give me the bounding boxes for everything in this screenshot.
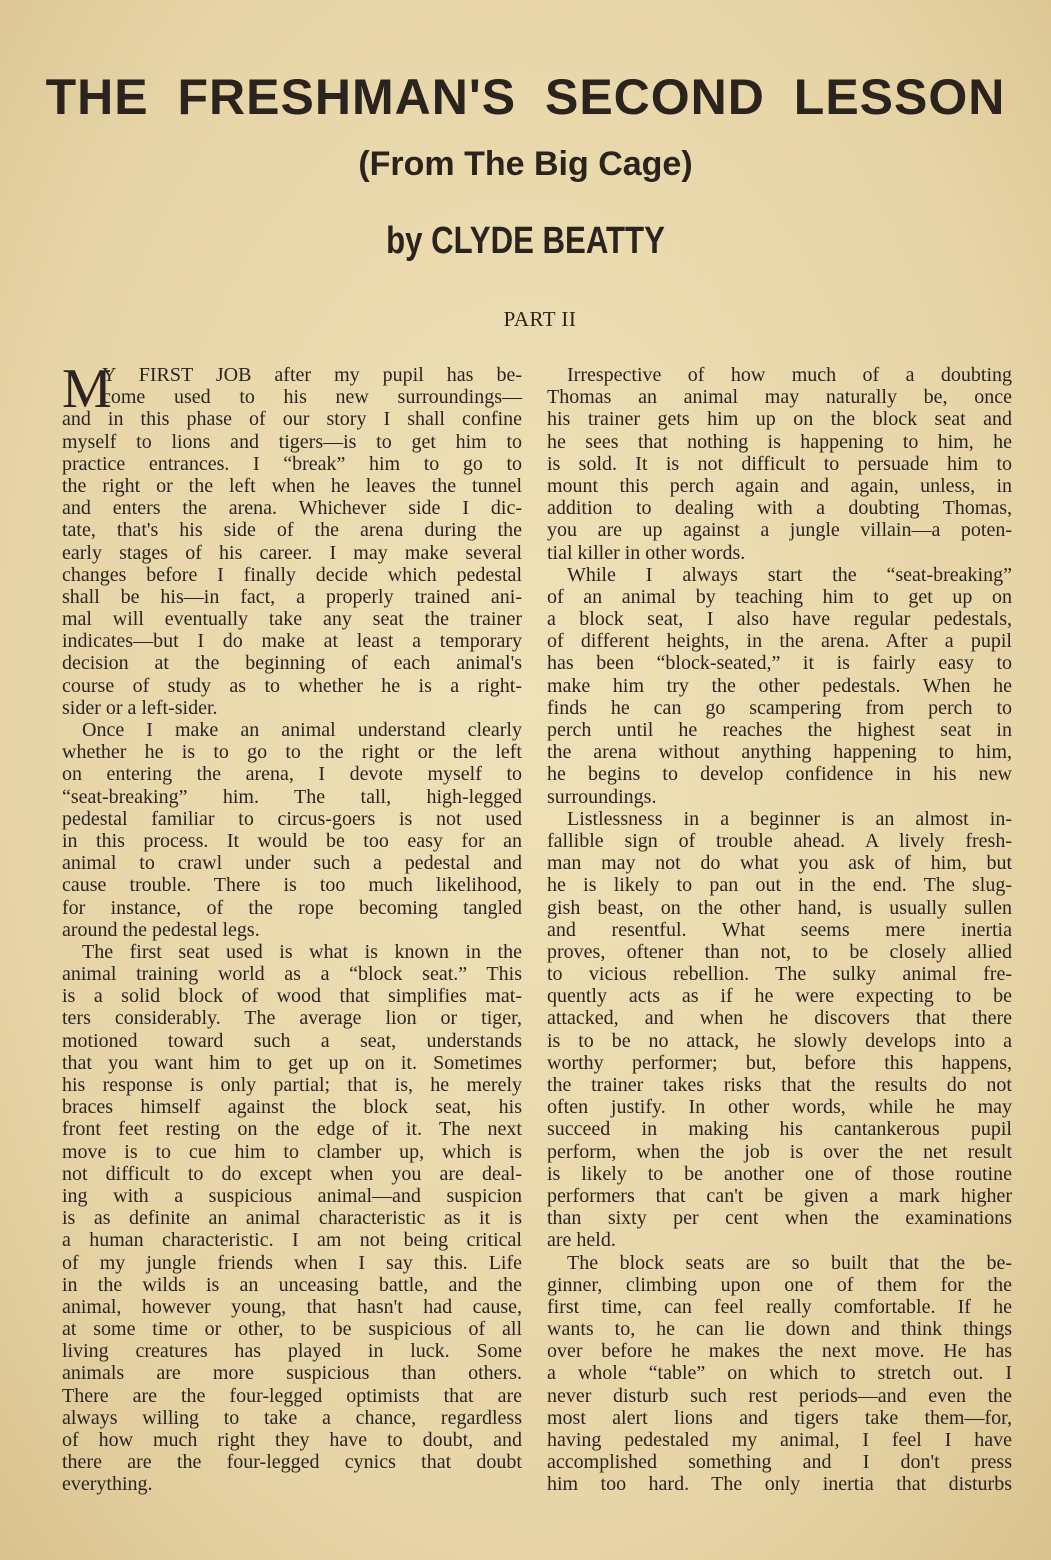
left-column [62, 358, 522, 1496]
text-line: make him try the other pedestals. When he [547, 674, 1012, 697]
paragraph [62, 941, 522, 1496]
text-line: ters considerably. The average lion or tiger, [62, 1007, 522, 1030]
text-line: in the wilds is an unceasing battle, and the [62, 1273, 522, 1296]
text-line: myself to lions and tigers—is to get him to [62, 430, 522, 453]
paragraph [62, 719, 522, 941]
text-line: ing with a suspicious animal—and suspicion [62, 1184, 522, 1207]
text-line: surroundings. [547, 785, 657, 808]
text-line: never disturb such rest periods—and even the [547, 1384, 1012, 1407]
text-line: everything. [62, 1473, 153, 1496]
text-line: of different heights, in the arena. After a pupil [547, 630, 1012, 653]
text-line: for instance, of the rope becoming tangled [62, 896, 522, 919]
text-line: he begins to develop confidence in his new [547, 763, 1012, 786]
text-line: succeed in making his cantankerous pupil [547, 1118, 1012, 1141]
text-line: addition to dealing with a doubting Thomas, [547, 497, 1012, 520]
text-line: and resentful. What seems mere inertia [547, 918, 1012, 941]
text-line: animals are more suspicious than others. [62, 1362, 522, 1385]
text-line: indicates—but I do make at least a temporary [62, 630, 522, 653]
text-line: his trainer gets him up on the block seat and [547, 408, 1012, 431]
text-line: “seat-breaking” him. The tall, high-legged [62, 785, 522, 808]
text-line: Irrespective of how much of a doubting [567, 364, 1012, 386]
text-line: fallible sign of trouble ahead. A lively fresh- [547, 829, 1012, 852]
text-line: he sees that nothing is happening to him, he [547, 430, 1012, 453]
text-line: proves, oftener than not, to be closely allied [547, 940, 1012, 963]
text-line: a human characteristic. I am not being critical [62, 1229, 522, 1252]
text-line: animal training world as a “block seat.” This [62, 963, 522, 986]
text-line: are held. [547, 1229, 616, 1252]
article-subtitle: (From The Big Cage) [358, 145, 693, 183]
part-heading: PART II [503, 307, 577, 331]
text-line: first time, can feel really comfortable. If he [547, 1295, 1012, 1318]
text-line: performers that can't be given a mark higher [547, 1184, 1012, 1207]
text-line: his response is only partial; that is, he merely [62, 1074, 522, 1096]
text-line: come used to his new surroundings— [102, 386, 522, 409]
text-line: him too hard. The only inertia that disturbs [547, 1473, 1012, 1496]
text-line: ginner, climbing upon one of them for the [547, 1273, 1012, 1296]
text-line: that you want him to get up on it. Sometimes [62, 1051, 522, 1074]
text-line: changes before I finally decide which pedestal [62, 563, 522, 586]
article-title: THE FRESHMAN'S SECOND LESSON [45, 69, 1006, 125]
text-line: perch until he reaches the highest seat in [547, 719, 1012, 741]
text-line: gish beast, on the other hand, is usually sullen [547, 896, 1012, 919]
text-line: is a solid block of wood that simplifies mat- [62, 985, 522, 1008]
text-line: living creatures has played in luck. Some [62, 1340, 522, 1363]
text-line: you are up against a jungle villain—a poten- [547, 519, 1012, 542]
paragraph [547, 564, 1012, 808]
text-line: at some time or other, to be suspicious of all [62, 1318, 522, 1341]
text-line: has been “block-seated,” it is fairly easy to [547, 652, 1012, 675]
text-line: While I always start the “seat-breaking” [567, 563, 1012, 586]
text-line: tial killer in other words. [547, 541, 746, 564]
text-line: The first seat used is what is known in the [82, 940, 522, 963]
text-line: than sixty per cent when the examinations [547, 1207, 1012, 1230]
text-line: is to be no attack, he slowly develops into a [547, 1029, 1012, 1052]
text-line: and in this phase of our story I shall confine [62, 408, 522, 431]
text-line: cause trouble. There is too much likelihood, [62, 874, 522, 897]
text-line: perform, when the job is over the net result [547, 1140, 1012, 1163]
text-line: not difficult to do except when you are deal- [62, 1162, 522, 1185]
text-line: he is likely to pan out in the end. The slug- [547, 874, 1012, 897]
text-line: There are the four-legged optimists that are [62, 1384, 522, 1407]
text-line: course of study as to whether he is a right- [62, 674, 522, 697]
text-line: the arena without anything happening to him, [547, 741, 1012, 764]
paragraph [62, 358, 522, 719]
text-line: the trainer takes risks that the results do not [547, 1074, 1012, 1096]
text-line: in this process. It would be too easy for an [62, 829, 522, 852]
text-line: on entering the arena, I devote myself to [62, 763, 522, 786]
text-line: practice entrances. I “break” him to go to [62, 452, 522, 475]
byline: by CLYDE BEATTY [386, 220, 665, 262]
text-line: is likely to be another one of those routine [547, 1162, 1012, 1185]
text-line: move is to cue him to clamber up, which is [62, 1140, 522, 1163]
text-line: shall be his—in fact, a properly trained ani- [62, 585, 522, 608]
text-line: is sold. It is not difficult to persuade him to [547, 452, 1012, 475]
text-line: over before he makes the next move. He has [547, 1340, 1012, 1363]
paragraph [547, 1252, 1012, 1496]
text-line: the right or the left when he leaves the tunnel [62, 474, 522, 497]
text-line: Thomas an animal may naturally be, once [547, 386, 1012, 409]
text-line: motioned toward such a seat, understands [62, 1029, 522, 1052]
text-line: accomplished something and I don't press [547, 1451, 1012, 1474]
text-line: most alert lions and tigers take them—for, [547, 1406, 1012, 1429]
text-line: tate, that's his side of the arena during the [62, 519, 522, 542]
text-line: braces himself against the block seat, his [62, 1096, 522, 1119]
text-line: of how much right they have to doubt, and [62, 1429, 522, 1451]
text-line: attacked, and when he discovers that there [547, 1007, 1012, 1030]
drop-cap: M [62, 358, 112, 420]
text-line: worthy performer; but, before this happens, [547, 1051, 1012, 1074]
text-line: there are the four-legged cynics that doubt [62, 1451, 522, 1474]
right-column [547, 364, 1012, 1496]
text-line: mal will eventually take any seat the trainer [62, 608, 522, 631]
text-line: a whole “table” on which to stretch out. I [547, 1362, 1012, 1385]
text-line: man may not do what you ask of him, but [547, 852, 1012, 875]
text-line: of my jungle friends when I say this. Life [62, 1251, 522, 1274]
text-line: front feet resting on the edge of it. The next [62, 1118, 522, 1141]
text-line: whether he is to go to the right or the left [62, 741, 522, 764]
text-line: and enters the arena. Whichever side I dic- [62, 497, 522, 520]
paragraph [547, 364, 1012, 564]
text-line: around the pedestal legs. [62, 918, 260, 941]
text-line: having pedestaled my animal, I feel I have [547, 1429, 1012, 1451]
text-line: often justify. In other words, while he may [547, 1096, 1012, 1119]
text-line: The block seats are so built that the be- [567, 1251, 1012, 1274]
text-line: mount this perch again and again, unless, in [547, 474, 1012, 497]
text-line: always willing to take a chance, regardless [62, 1406, 522, 1429]
text-line: quently acts as if he were expecting to be [547, 985, 1012, 1008]
paragraph [547, 808, 1012, 1252]
text-line: decision at the beginning of each animal's [62, 652, 522, 675]
text-line: Once I make an animal understand clearly [82, 719, 522, 741]
text-line: sider or a left-sider. [62, 696, 218, 719]
text-line: early stages of his career. I may make several [62, 541, 522, 564]
text-line: is as definite an animal characteristic as it is [62, 1207, 522, 1230]
text-line: finds he can go scampering from perch to [547, 696, 1012, 719]
text-line: to vicious rebellion. The sulky animal fre- [547, 963, 1012, 986]
text-line: Y FIRST JOB after my pupil has be- [102, 364, 522, 386]
text-line: animal to crawl under such a pedestal and [62, 852, 522, 875]
text-line: animal, however young, that hasn't had cause, [62, 1295, 522, 1318]
text-line: wants to, he can lie down and think things [547, 1318, 1012, 1341]
text-line: a block seat, I also have regular pedestals, [547, 608, 1012, 631]
text-line: pedestal familiar to circus-goers is not used [62, 807, 522, 830]
text-line: of an animal by teaching him to get up on [547, 585, 1012, 608]
text-line: Listlessness in a beginner is an almost in- [567, 807, 1012, 830]
